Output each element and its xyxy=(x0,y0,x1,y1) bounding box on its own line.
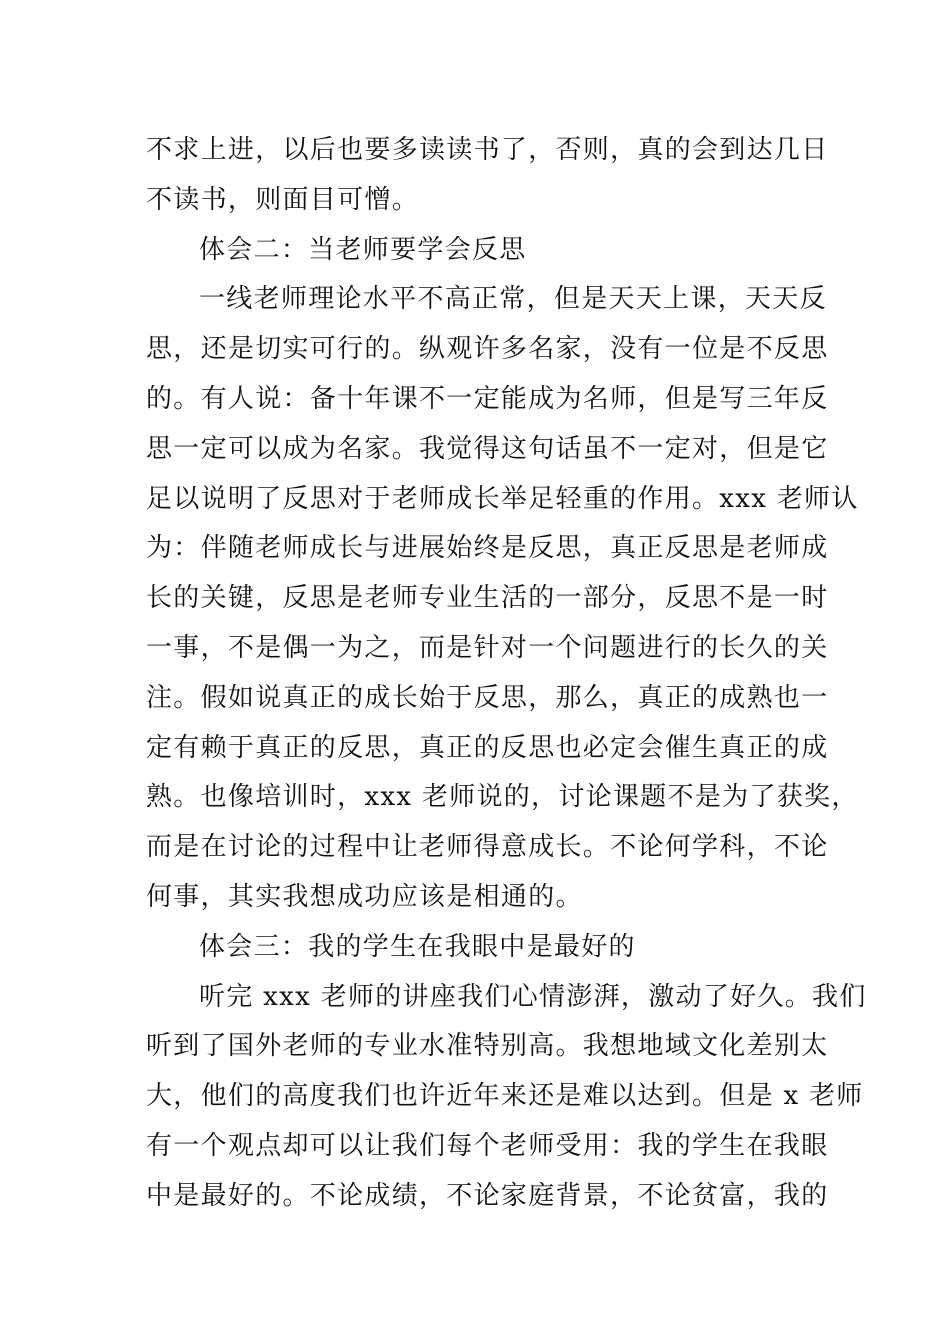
text-line: 的。有人说：备十年课不一定能成为名师，但是写三年反 xyxy=(146,383,829,414)
body-text xyxy=(146,126,867,1222)
text-line: 何事，其实我想成功应该是相通的。 xyxy=(146,881,583,912)
section-heading: 体会三：我的学生在我眼中是最好的 xyxy=(199,931,636,962)
text-line: 定有赖于真正的反思，真正的反思也必定会催生真正的成 xyxy=(146,732,829,763)
text-line: 注。假如说真正的成长始于反思，那么，真正的成熟也一 xyxy=(146,682,829,713)
text-line: 长的关键，反思是老师专业生活的一部分，反思不是一时 xyxy=(146,583,829,614)
text-line: 为：伴随老师成长与进展始终是反思，真正反思是老师成 xyxy=(146,533,829,564)
text-line: 不求上进，以后也要多读读书了，否则，真的会到达几日 xyxy=(146,135,829,165)
text-line: 不读书，则面目可憎。 xyxy=(146,184,420,215)
text-line: 思，还是切实可行的。纵观许多名家，没有一位是不反思 xyxy=(146,334,829,365)
text-line: 思一定可以成为名家。我觉得这句话虽不一定对，但是它 xyxy=(146,433,829,464)
text-line: 一事，不是偶一为之，而是针对一个问题进行的长久的关 xyxy=(146,632,829,663)
paragraph-start-line: 听完 xxx 老师的讲座我们心情澎湃，激动了好久。我们 xyxy=(199,981,867,1012)
section-heading: 体会二：当老师要学会反思 xyxy=(199,234,527,265)
text-line: 有一个观点却可以让我们每个老师受用：我的学生在我眼 xyxy=(146,1130,829,1161)
text-line: 大，他们的高度我们也许近年来还是难以达到。但是 x 老师 xyxy=(146,1081,864,1112)
text-line: 熟。也像培训时，xxx 老师说的，讨论课题不是为了获奖， xyxy=(146,782,859,813)
text-line: 听到了国外老师的专业水准特别高。我想地域文化差别太 xyxy=(146,1031,829,1062)
paragraph-start-line: 一线老师理论水平不高正常，但是天天上课，天天反 xyxy=(199,284,827,315)
text-line: 中是最好的。不论成绩，不论家庭背景，不论贫富，我的 xyxy=(146,1180,829,1211)
text-line: 而是在讨论的过程中让老师得意成长。不论何学科，不论 xyxy=(146,832,829,863)
text-line: 足以说明了反思对于老师成长举足轻重的作用。xxx 老师认 xyxy=(146,483,859,514)
